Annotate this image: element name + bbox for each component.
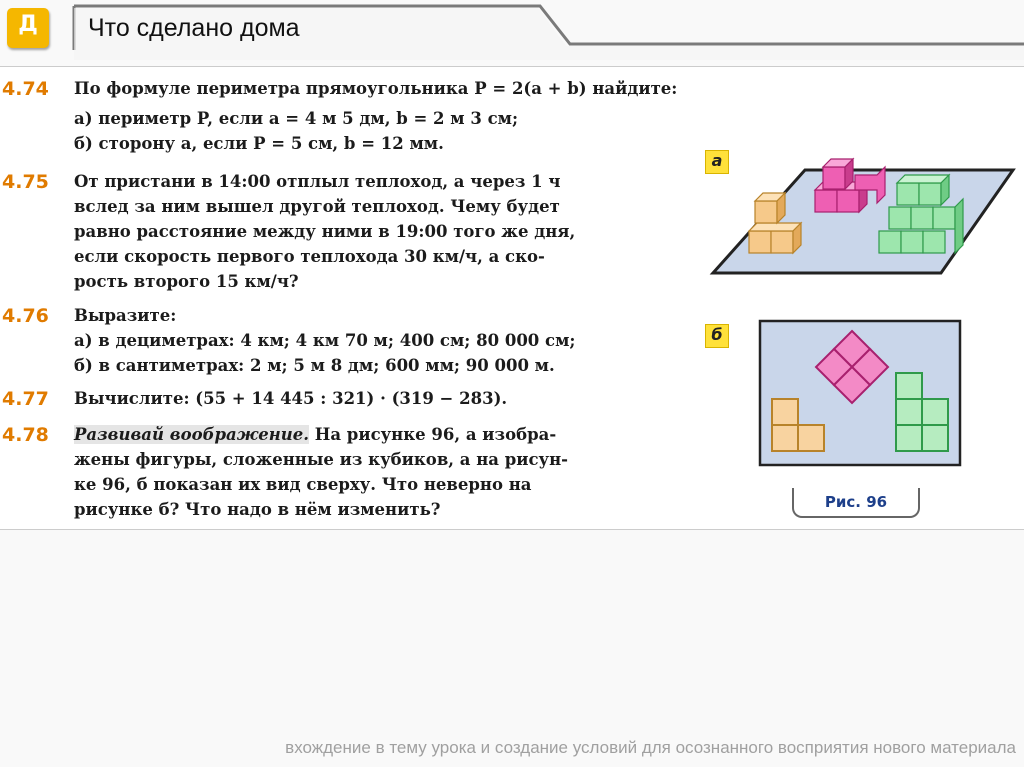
task-line: равно расстояние между ними в 19:00 того же дня, bbox=[74, 222, 576, 241]
task-line: а) периметр P, если a = 4 м 5 дм, b = 2 м 3 см; bbox=[74, 109, 519, 128]
slide-header bbox=[0, 0, 1024, 62]
slide-footer: вхождение в тему урока и создание условий для осознанного восприятия нового материала bbox=[285, 738, 1016, 757]
task-line: ке 96, б показан их вид сверху. Что неверно на bbox=[74, 475, 532, 494]
task-line: рость второго 15 км/ч? bbox=[74, 272, 299, 291]
task-line: Выразите: bbox=[74, 306, 177, 325]
figure-label-b: б bbox=[705, 324, 729, 348]
task-line-rest: На рисунке 96, а изобра- bbox=[309, 425, 557, 444]
figure-caption: Рис. 96 bbox=[792, 488, 920, 518]
textbook-page bbox=[0, 66, 1024, 530]
figure-a-cubes bbox=[705, 145, 1023, 285]
task-line: По формуле периметра прямоугольника P = 2(a + b) найдите: bbox=[74, 79, 678, 98]
task-line: рисунке б? Что надо в нём изменить? bbox=[74, 500, 441, 519]
task-line: б) в сантиметрах: 2 м; 5 м 8 дм; 600 мм; 90 000 м. bbox=[74, 356, 555, 375]
task-line: От пристани в 14:00 отплыл теплоход, а через 1 ч bbox=[74, 172, 561, 191]
figure-label-a: а bbox=[705, 150, 729, 174]
highlighted-phrase: Развивай воображение. bbox=[74, 425, 310, 444]
task-line: если скорость первого теплохода 30 км/ч, а ско- bbox=[74, 247, 545, 266]
slide-title: Что сделано дома bbox=[88, 14, 300, 42]
task-number: 4.76 bbox=[2, 305, 49, 327]
task-line bbox=[74, 423, 556, 448]
task-line: а) в дециметрах: 4 км; 4 км 70 м; 400 см; 80 000 см; bbox=[74, 331, 576, 350]
badge-letter: Д bbox=[18, 12, 38, 37]
task-number: 4.75 bbox=[2, 171, 49, 193]
task-number: 4.77 bbox=[2, 388, 49, 410]
task-line: б) сторону a, если P = 5 см, b = 12 мм. bbox=[74, 134, 444, 153]
task-line: жены фигуры, сложенные из кубиков, а на рисун- bbox=[74, 450, 569, 469]
task-line: вслед за ним вышел другой теплоход. Чему будет bbox=[74, 197, 560, 216]
task-number: 4.78 bbox=[2, 424, 49, 446]
homework-badge-icon bbox=[7, 8, 49, 48]
task-line: Вычислите: (55 + 14 445 : 321) · (319 − 283). bbox=[74, 389, 508, 408]
task-number: 4.74 bbox=[2, 78, 49, 100]
figure-b-top-view bbox=[758, 319, 964, 467]
